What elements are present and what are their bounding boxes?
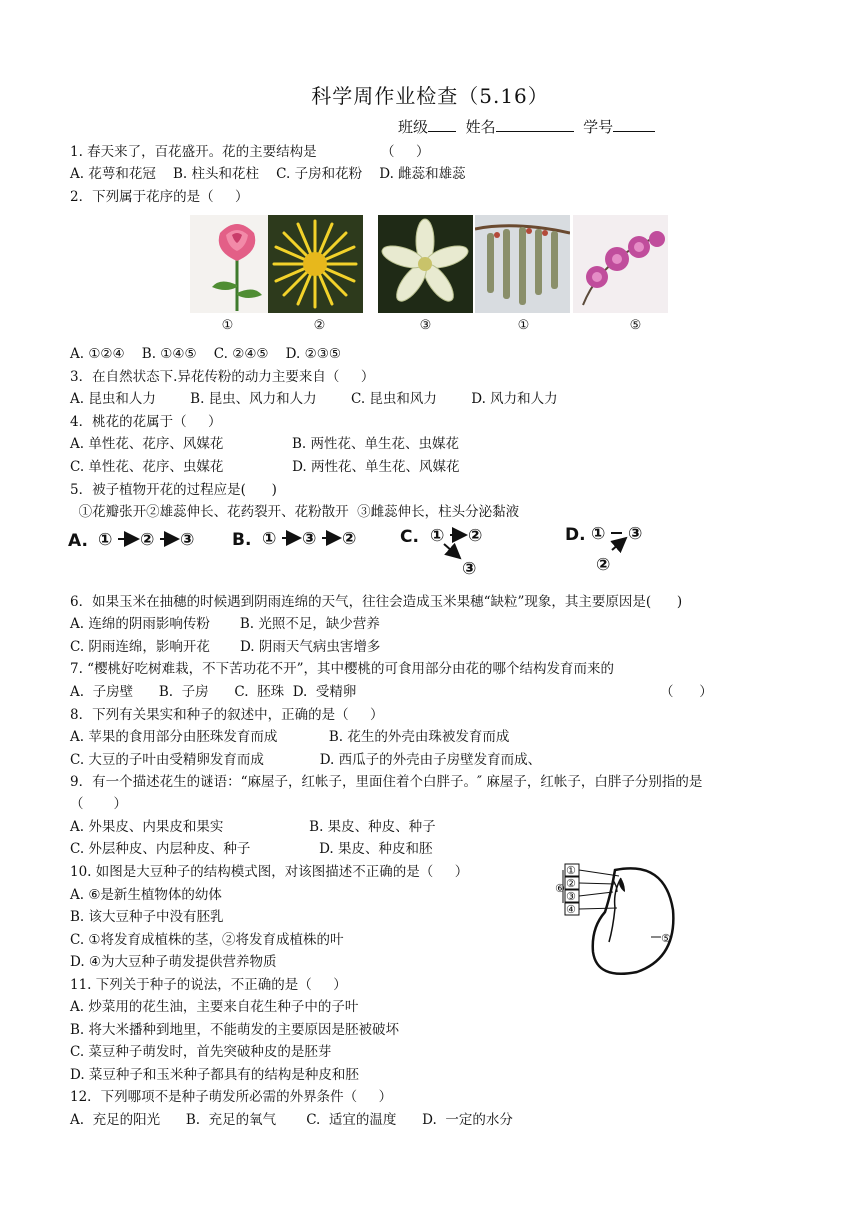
text-line: （ ） (70, 796, 128, 812)
text-line: 12．下列哪项不是种子萌发所必需的外界条件（ ） (70, 1089, 393, 1105)
text-line: C. 阴雨连绵，影响开花 D. 阴雨天气病虫害增多 (70, 639, 381, 655)
option-c-top: ② (468, 526, 483, 546)
text-line: C. 外层种皮、内层种皮、种子 D. 果皮、种皮和胚 (70, 841, 433, 857)
option-d-letter: D. (565, 525, 586, 545)
option-c-letter: C. (400, 527, 419, 547)
flower-image-chrysanthemum (268, 215, 363, 313)
option-d-first: ① (591, 524, 606, 544)
option-c-first: ① (430, 526, 445, 546)
text-line: A. 昆虫和人力 B. 昆虫、风力和人力 C. 昆虫和风力 D. 风力和人力 (70, 391, 558, 407)
flower-caption: ① (221, 318, 234, 333)
id-label: 学号 (583, 118, 614, 136)
text-line: 2．下列属于花序的是（ ） (70, 189, 249, 205)
flower-image-white-flower (378, 215, 473, 313)
option-b-step: ② (342, 529, 357, 549)
text-line: 6．如果玉米在抽穗的时候遇到阴雨连绵的天气，往往会造成玉米果穗“缺粒”现象，其主要原因是( ) (70, 594, 683, 610)
flower-caption: ⑤ (629, 318, 642, 333)
text-line: D. 菜豆种子和玉米种子都具有的结构是种皮和胚 (70, 1067, 359, 1083)
text-line: A. 花萼和花冠 B. 柱头和花柱 C. 子房和花粉 D. 雌蕊和雄蕊 (70, 166, 466, 182)
flower-caption: ② (313, 318, 326, 333)
option-b-letter: B. (232, 530, 252, 550)
seed-label-1: ① (566, 864, 576, 877)
text-line: 1. 春天来了，百花盛开。花的主要结构是 （ ） (70, 144, 430, 160)
option-a-step: ② (140, 530, 155, 550)
q7-answer-paren: （ ） (660, 684, 713, 700)
text-line: 10. 如图是大豆种子的结构模式图，对该图描述不正确的是（ ） (70, 864, 469, 880)
name-blank[interactable] (496, 117, 574, 132)
text-line: 5．被子植物开花的过程应是( ) (70, 482, 277, 498)
text-line: C. 单性花、花序、虫媒花 D. 两性花、单生花、风媒花 (70, 459, 460, 475)
text-line: ①花瓣张开②雄蕊伸长、花药裂开、花粉散开 ③雌蕊伸长，柱头分泌黏液 (70, 504, 520, 520)
class-label: 班级 (398, 118, 429, 136)
text-line: 3．在自然状态下.异花传粉的动力主要来自（ ） (70, 369, 375, 385)
page-title: 科学周作业检查（5.16） (311, 84, 549, 108)
flow-options-diagram (60, 520, 700, 584)
text-line: C. 大豆的子叶由受精卵发育而成 D. 西瓜子的外壳由子房壁发育而成、 (70, 752, 542, 768)
text-line: C. 菜豆种子萌发时，首先突破种皮的是胚芽 (70, 1044, 332, 1060)
text-line: A. 充足的阳光 B. 充足的氧气 C. 适宜的温度 D. 一定的水分 (70, 1112, 513, 1128)
name-label: 姓名 (465, 118, 496, 136)
student-info-header (398, 116, 655, 137)
text-line: B. 该大豆种子中没有胚乳 (70, 909, 224, 925)
text-line: B. 将大米播种到地里，不能萌发的主要原因是胚被破坏 (70, 1022, 400, 1038)
text-line: C. ①将发育成植株的茎，②将发育成植株的叶 (70, 932, 344, 948)
id-blank[interactable] (613, 117, 655, 132)
seed-label-2: ② (566, 877, 576, 890)
text-line: 8．下列有关果实和种子的叙述中，正确的是（ ） (70, 707, 384, 723)
flower-image-catkins (475, 215, 570, 313)
text-line: 11. 下列关于种子的说法，不正确的是（ ） (70, 977, 347, 993)
class-blank[interactable] (428, 117, 456, 132)
option-a-step: ① (98, 530, 113, 550)
text-line: A. 连绵的阴雨影响传粉 B. 光照不足，缺少营养 (70, 616, 380, 632)
text-line: A. 苹果的食用部分由胚珠发育而成 B. 花生的外壳由珠被发育而成 (70, 729, 510, 745)
text-line: 9．有一个描述花生的谜语：“麻屋子，红帐子，里面住着个白胖子。″ 麻屋子，红帐子，白胖子分别指的是 (70, 774, 703, 790)
flower-caption: ③ (419, 318, 432, 333)
option-d-top: ③ (628, 524, 643, 544)
option-a-step: ③ (180, 530, 195, 550)
option-b-step: ③ (302, 529, 317, 549)
flower-image-orchid (573, 215, 668, 313)
bean-seed-diagram (555, 858, 695, 983)
seed-label-6: ⑥ (555, 882, 565, 895)
option-b-step: ① (262, 529, 277, 549)
text-line: D. ④为大豆种子萌发提供营养物质 (70, 954, 277, 970)
text-line: A. 外果皮、内果皮和果实 B. 果皮、种皮、种子 (70, 819, 436, 835)
option-c-bottom: ③ (462, 559, 477, 579)
option-d-bottom: ② (596, 555, 611, 575)
option-a-letter: A. (68, 531, 88, 551)
seed-label-4: ④ (566, 903, 576, 916)
text-line: A. ①②④ B. ①④⑤ C. ②④⑤ D. ②③⑤ (70, 346, 341, 362)
text-line: A. 炒菜用的花生油，主要来自花生种子中的子叶 (70, 999, 359, 1015)
flower-caption: ① (517, 318, 530, 333)
seed-label-5: ⑤ (661, 932, 671, 945)
seed-label-3: ③ (566, 890, 576, 903)
text-line: 4．桃花的花属于（ ） (70, 414, 222, 430)
text-line: A. ⑥是新生植物体的幼体 (70, 887, 222, 903)
text-line: A. 单性花、花序、风媒花 B. 两性花、单生花、虫媒花 (70, 436, 459, 452)
text-line: 7. “樱桃好吃树难栽，不下苦功花不开”，其中樱桃的可食用部分由花的哪个结构发育而来的 (70, 661, 614, 677)
text-line: A. 子房壁 B. 子房 C. 胚珠 D. 受精卵 (70, 684, 357, 700)
